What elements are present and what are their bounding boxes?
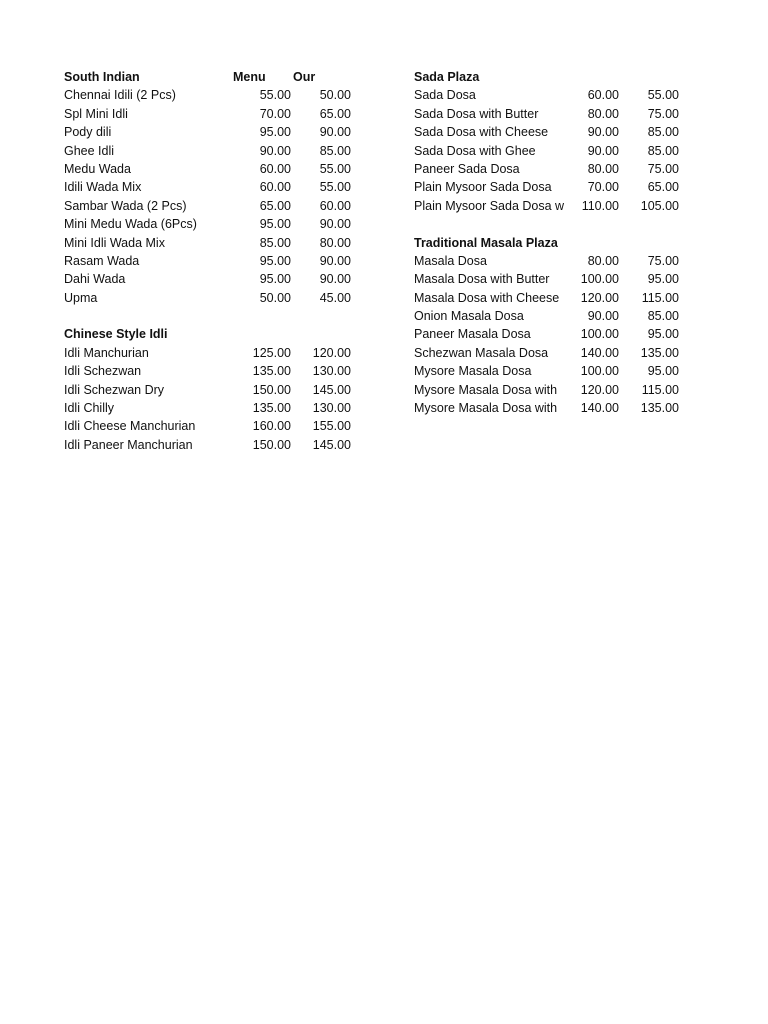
menu-price: 95.00 — [259, 272, 291, 287]
section-spacer — [64, 307, 354, 325]
menu-item-row — [64, 362, 354, 380]
our-price: 65.00 — [319, 106, 351, 121]
our-price: 75.00 — [647, 253, 679, 268]
left-column — [64, 68, 354, 454]
menu-price: 135.00 — [252, 401, 291, 416]
our-price: 95.00 — [647, 364, 679, 379]
menu-item-row — [64, 344, 354, 362]
menu-item-row — [64, 160, 354, 178]
item-name: Upma — [64, 290, 98, 305]
item-name: Plain Mysoor Sada Dosa w — [414, 198, 564, 213]
menu-price: 60.00 — [259, 180, 291, 195]
our-price: 115.00 — [641, 290, 679, 305]
menu-item-row — [64, 399, 354, 417]
menu-item-row — [64, 178, 354, 196]
our-price: 55.00 — [647, 88, 679, 103]
right-column — [414, 68, 684, 417]
item-name: Dahi Wada — [64, 272, 126, 287]
menu-item-row — [414, 270, 684, 288]
item-name: Schezwan Masala Dosa — [414, 345, 549, 360]
item-name: Idli Chilly — [64, 401, 115, 416]
menu-item-row — [64, 270, 354, 288]
item-name: Sambar Wada (2 Pcs) — [64, 198, 187, 213]
menu-item-row — [414, 289, 684, 307]
menu-item-row — [414, 399, 684, 417]
menu-item-row — [64, 417, 354, 435]
our-price: 90.00 — [319, 272, 351, 287]
menu-item-row — [414, 123, 684, 141]
section-spacer — [414, 215, 684, 233]
menu-price: 95.00 — [259, 253, 291, 268]
our-price: 45.00 — [319, 290, 351, 305]
our-price: 60.00 — [319, 198, 351, 213]
our-price: 130.00 — [312, 364, 351, 379]
item-name: Sada Dosa with Butter — [414, 106, 539, 121]
menu-price: 150.00 — [252, 437, 291, 452]
menu-price: 60.00 — [259, 161, 291, 176]
menu-price: 120.00 — [580, 290, 619, 305]
our-price: 80.00 — [319, 235, 351, 250]
section-title: Traditional Masala Plaza — [414, 235, 558, 250]
item-name: Ghee Idli — [64, 143, 115, 158]
item-name: Paneer Sada Dosa — [414, 161, 520, 176]
item-name: Chennai Idili (2 Pcs) — [64, 88, 176, 103]
our-price: 95.00 — [647, 327, 679, 342]
menu-price: 100.00 — [580, 327, 619, 342]
menu-item-row — [414, 252, 684, 270]
menu-item-row — [414, 86, 684, 104]
our-price: 85.00 — [647, 309, 679, 324]
menu-item-row — [414, 178, 684, 196]
our-price: 55.00 — [319, 161, 351, 176]
our-price: 85.00 — [647, 125, 679, 140]
our-price: 85.00 — [319, 143, 351, 158]
our-price: 90.00 — [319, 217, 351, 232]
menu-item-row — [64, 142, 354, 160]
item-name: Idili Wada Mix — [64, 180, 142, 195]
menu-price: 90.00 — [587, 309, 619, 324]
item-name: Spl Mini Idli — [64, 106, 128, 121]
menu-item-row — [64, 105, 354, 123]
menu-item-row — [64, 436, 354, 454]
section-title: Chinese Style Idli — [64, 327, 168, 342]
section-title: Sada Plaza — [414, 70, 480, 84]
item-name: Pody dili — [64, 125, 112, 140]
menu-price: 80.00 — [587, 253, 619, 268]
menu-price: 65.00 — [259, 198, 291, 213]
menu-price: 135.00 — [252, 364, 291, 379]
masala-plaza-list — [414, 252, 684, 418]
item-name: Mysore Masala Dosa — [414, 364, 532, 379]
menu-item-row — [64, 86, 354, 104]
menu-price: 120.00 — [580, 382, 619, 397]
item-name: Mysore Masala Dosa with — [414, 401, 558, 416]
menu-item-row — [64, 252, 354, 270]
our-price: 135.00 — [640, 401, 679, 416]
menu-item-row — [414, 160, 684, 178]
menu-item-row — [414, 105, 684, 123]
our-price: 145.00 — [312, 382, 351, 397]
item-name: Idli Schezwan Dry — [64, 382, 165, 397]
our-price: 85.00 — [647, 143, 679, 158]
item-name: Paneer Masala Dosa — [414, 327, 531, 342]
south-indian-header-row — [64, 68, 354, 86]
menu-price: 140.00 — [580, 401, 619, 416]
our-price: 90.00 — [319, 253, 351, 268]
item-name: Mysore Masala Dosa with — [414, 382, 558, 397]
menu-price-column-header: Menu — [233, 70, 266, 84]
our-price: 115.00 — [641, 382, 679, 397]
item-name: Masala Dosa with Butter — [414, 272, 550, 287]
sada-plaza-header-row — [414, 68, 684, 86]
menu-price: 90.00 — [259, 143, 291, 158]
menu-price: 80.00 — [587, 106, 619, 121]
menu-price: 95.00 — [259, 125, 291, 140]
menu-price: 95.00 — [259, 217, 291, 232]
menu-item-row — [414, 381, 684, 399]
menu-item-row — [64, 234, 354, 252]
menu-item-row — [414, 325, 684, 343]
our-price: 55.00 — [319, 180, 351, 195]
our-price: 75.00 — [647, 106, 679, 121]
item-name: Medu Wada — [64, 161, 131, 176]
our-price: 120.00 — [312, 345, 351, 360]
item-name: Idli Cheese Manchurian — [64, 419, 196, 434]
menu-item-row — [64, 215, 354, 233]
chinese-idli-header-row — [64, 325, 354, 343]
item-name: Sada Dosa — [414, 88, 476, 103]
menu-price: 140.00 — [580, 345, 619, 360]
section-title: South Indian — [64, 70, 140, 84]
our-price: 95.00 — [647, 272, 679, 287]
our-price: 155.00 — [312, 419, 351, 434]
menu-price: 150.00 — [252, 382, 291, 397]
menu-price: 110.00 — [581, 198, 619, 213]
menu-price: 160.00 — [252, 419, 291, 434]
menu-price: 85.00 — [259, 235, 291, 250]
menu-item-row — [414, 307, 684, 325]
menu-price: 70.00 — [587, 180, 619, 195]
menu-price: 70.00 — [259, 106, 291, 121]
menu-price: 80.00 — [587, 161, 619, 176]
item-name: Mini Medu Wada (6Pcs) — [64, 217, 197, 232]
menu-item-row — [64, 123, 354, 141]
menu-item-row — [414, 142, 684, 160]
chinese-idli-list — [64, 344, 354, 454]
masala-plaza-header-row — [414, 234, 684, 252]
our-price: 130.00 — [312, 401, 351, 416]
menu-price: 55.00 — [259, 88, 291, 103]
item-name: Masala Dosa — [414, 253, 487, 268]
item-name: Idli Schezwan — [64, 364, 142, 379]
item-name: Idli Paneer Manchurian — [64, 437, 193, 452]
menu-price: 90.00 — [587, 143, 619, 158]
item-name: Onion Masala Dosa — [414, 309, 524, 324]
menu-price: 60.00 — [587, 88, 619, 103]
menu-item-row — [64, 197, 354, 215]
menu-price: 90.00 — [587, 125, 619, 140]
item-name: Plain Mysoor Sada Dosa — [414, 180, 552, 195]
sada-plaza-list — [414, 86, 684, 215]
our-price: 105.00 — [640, 198, 679, 213]
menu-item-row — [64, 381, 354, 399]
menu-item-row — [64, 289, 354, 307]
our-price-column-header: Our — [293, 70, 316, 84]
our-price: 90.00 — [319, 125, 351, 140]
menu-price: 125.00 — [252, 345, 291, 360]
our-price: 75.00 — [647, 161, 679, 176]
menu-price: 100.00 — [580, 364, 619, 379]
item-name: Rasam Wada — [64, 253, 140, 268]
item-name: Idli Manchurian — [64, 345, 149, 360]
item-name: Sada Dosa with Ghee — [414, 143, 536, 158]
our-price: 145.00 — [312, 437, 351, 452]
our-price: 50.00 — [319, 88, 351, 103]
item-name: Masala Dosa with Cheese — [414, 290, 560, 305]
menu-price: 100.00 — [580, 272, 619, 287]
our-price: 65.00 — [647, 180, 679, 195]
menu-price: 50.00 — [259, 290, 291, 305]
item-name: Sada Dosa with Cheese — [414, 125, 549, 140]
item-name: Mini Idli Wada Mix — [64, 235, 165, 250]
menu-item-row — [414, 197, 684, 215]
our-price: 135.00 — [640, 345, 679, 360]
menu-item-row — [414, 362, 684, 380]
south-indian-list — [64, 86, 354, 307]
menu-item-row — [414, 344, 684, 362]
